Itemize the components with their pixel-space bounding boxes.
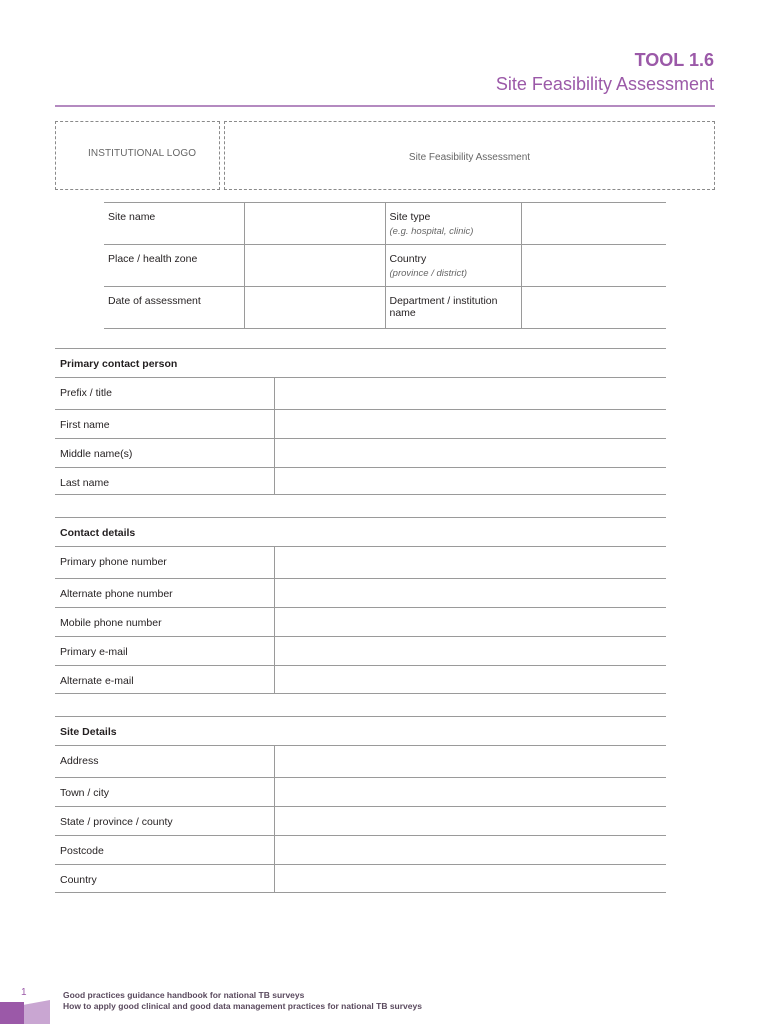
last-name-field[interactable] — [275, 468, 666, 494]
section-title: Primary contact person — [55, 348, 666, 377]
table-row — [55, 377, 666, 409]
primary-email-label: Primary e-mail — [55, 637, 275, 665]
country-hint: (province / district) — [389, 268, 468, 279]
prefix-title-field[interactable] — [275, 378, 666, 409]
date-of-assessment-field[interactable] — [244, 287, 385, 329]
site-name-label: Site name — [104, 203, 244, 245]
logo-placeholder-label: INSTITUTIONAL LOGO — [88, 148, 197, 159]
site-country-label: Country — [55, 865, 275, 892]
table-row — [55, 835, 666, 864]
table-row — [104, 203, 666, 245]
footer-line-2: How to apply good clinical and good data management practices for national TB surveys — [63, 1001, 422, 1011]
place-health-zone-label: Place / health zone — [104, 245, 244, 287]
last-name-label: Last name — [55, 468, 275, 494]
alternate-email-field[interactable] — [275, 666, 666, 693]
address-field[interactable] — [275, 746, 666, 777]
table-row — [55, 665, 666, 694]
place-health-zone-field[interactable] — [244, 245, 385, 287]
state-province-county-label: State / province / county — [55, 807, 275, 835]
table-row — [55, 409, 666, 438]
department-institution-label: Department / institution name — [385, 287, 521, 329]
department-institution-field[interactable] — [521, 287, 666, 329]
country-field[interactable] — [521, 245, 666, 287]
table-row — [55, 636, 666, 665]
form-title-box — [224, 121, 715, 190]
footer-tab-light — [24, 1000, 50, 1024]
contact-details-section — [55, 517, 666, 694]
middle-names-label: Middle name(s) — [55, 439, 275, 467]
footer-tab-dark — [0, 1002, 24, 1024]
tool-number: TOOL 1.6 — [634, 50, 714, 70]
table-row — [55, 806, 666, 835]
town-city-field[interactable] — [275, 778, 666, 806]
site-type-label: Site type (e.g. hospital, clinic) — [385, 203, 521, 245]
institutional-logo-box — [55, 121, 220, 190]
first-name-label: First name — [55, 410, 275, 438]
table-row — [55, 467, 666, 495]
primary-contact-section — [55, 348, 666, 495]
mobile-phone-field[interactable] — [275, 608, 666, 636]
primary-email-field[interactable] — [275, 637, 666, 665]
state-province-county-field[interactable] — [275, 807, 666, 835]
site-country-field[interactable] — [275, 865, 666, 892]
footer-text — [63, 990, 422, 1012]
form-title-label: Site Feasibility Assessment — [408, 152, 531, 163]
country-label: Country (province / district) — [385, 245, 521, 287]
town-city-label: Town / city — [55, 778, 275, 806]
section-title: Contact details — [55, 517, 666, 546]
site-name-field[interactable] — [244, 203, 385, 245]
site-type-hint: (e.g. hospital, clinic) — [389, 226, 474, 237]
postcode-field[interactable] — [275, 836, 666, 864]
table-row — [55, 546, 666, 578]
page-number: 1 — [21, 987, 27, 998]
date-of-assessment-label: Date of assessment — [104, 287, 244, 329]
table-row — [55, 777, 666, 806]
table-row — [55, 607, 666, 636]
middle-names-field[interactable] — [275, 439, 666, 467]
mobile-phone-label: Mobile phone number — [55, 608, 275, 636]
first-name-field[interactable] — [275, 410, 666, 438]
site-type-field[interactable] — [521, 203, 666, 245]
table-row — [55, 438, 666, 467]
header-rule — [55, 105, 715, 107]
postcode-label: Postcode — [55, 836, 275, 864]
table-row — [55, 864, 666, 893]
alternate-email-label: Alternate e-mail — [55, 666, 275, 693]
table-row — [104, 287, 666, 329]
alternate-phone-field[interactable] — [275, 579, 666, 607]
primary-phone-field[interactable] — [275, 547, 666, 578]
table-row — [55, 578, 666, 607]
site-info-table — [104, 202, 666, 329]
primary-phone-label: Primary phone number — [55, 547, 275, 578]
footer-line-1: Good practices guidance handbook for national TB surveys — [63, 990, 305, 1000]
section-title: Site Details — [55, 716, 666, 745]
table-row — [55, 745, 666, 777]
site-details-section — [55, 716, 666, 893]
alternate-phone-label: Alternate phone number — [55, 579, 275, 607]
address-label: Address — [55, 746, 275, 777]
tool-title: Site Feasibility Assessment — [495, 74, 714, 94]
table-row — [104, 245, 666, 287]
prefix-title-label: Prefix / title — [55, 378, 275, 409]
